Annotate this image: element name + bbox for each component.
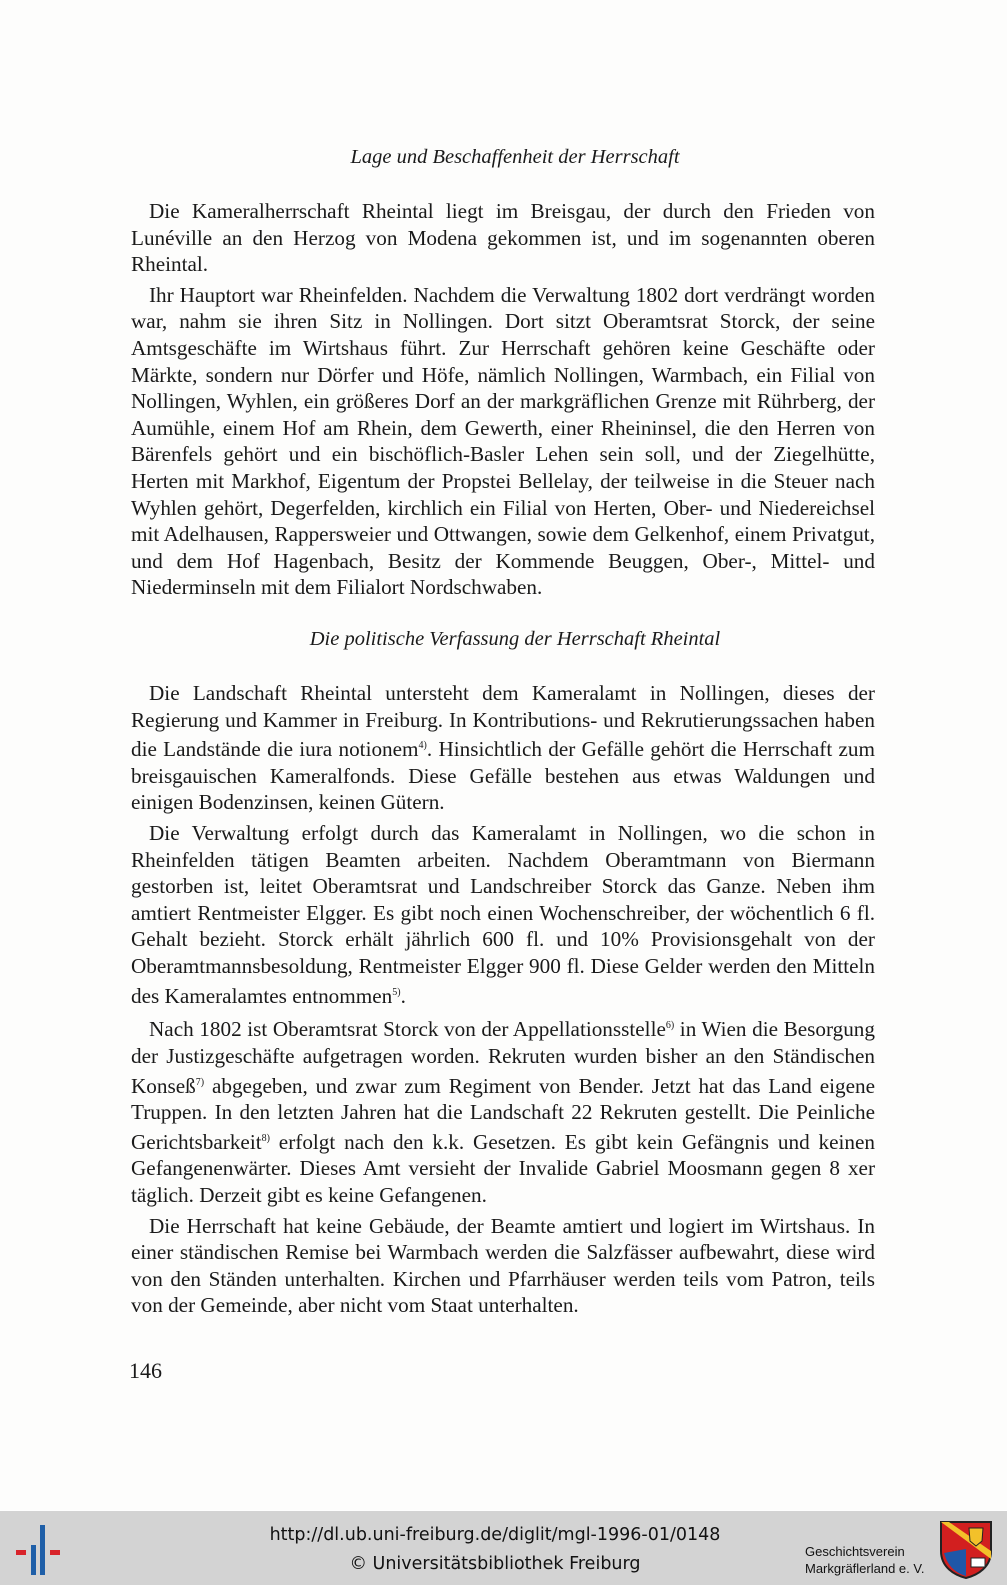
- paragraph: [131, 820, 875, 1009]
- paragraph-text: in Wien die Besorgung der Justizgeschäfte aufgetragen worden. Rekruten wurden bisher an den Ständischen Konseß: [131, 1017, 875, 1098]
- paragraph: Die Kameralherrschaft Rheintal liegt im Breisgau, der durch den Frieden von Lunéville an den Herzog von Modena gekommen ist, und im sogenannten oberen Rheintal.: [131, 199, 875, 277]
- footnote-marker: 6): [665, 1020, 675, 1032]
- copyright-notice: © Universitätsbibliothek Freiburg: [349, 1554, 641, 1574]
- footnote-marker: 5): [392, 986, 401, 998]
- section-location-text: [131, 198, 875, 605]
- paragraph: Ihr Hauptort war Rheinfelden. Nachdem die Verwaltung 1802 dort verdrängt worden war, nahm sie ihren Sitz in Nollingen. Dort sitzt Oberamtsrat Storck, der seine Amtsgeschäfte im Wirtshaus führt. Zur Herrschaft gehören keine Geschäfte oder Märkte, sondern nur Dörfer und Höfe, nämlich Nollingen, Warmbach, ein Filial von Nollingen, Wyhlen, ein größeres Dorf an der markgräflichen Grenze mit Rührberg, der Aumühle, einem Hof am Rhein, dem Gewerth, einer Rheininsel, die den Herren von Bärenfels gehört und ein bischöflich-Basler Lehen sein soll, und der Ziegelhütte, Herten mit Markhof, Eigentum der Propstei Bellelay, der teilweise in die Steuer nach Wyhlen gehört, Degerfelden, kirchlich ein Filial von Herten, Ober- und Niedereichsel mit Adelhausen, Rappersweier und Ottwangen, sowie dem Gelkenhof, einem Privatgut, und dem Hof Hagenbach, Besitz der Kommende Beuggen, Ober-, Mittel- und Niederminseln mit dem Filialort Nordschwaben.: [131, 282, 875, 600]
- paragraph-text: Die Verwaltung erfolgt durch das Kameralamt in Nollingen, wo die schon in Rheinfelden tätigen Beamten arbeiten. Nachdem Oberamtmann von Biermann gestorben ist, leitet Oberamtsrat und Landschreiber Storck das Ganze. Neben ihm amtiert Rentmeister Elgger. Es gibt noch einen Wochenschreiber, der wöchentlich 6 fl. Gehalt bezieht. Storck erhält jährlich 600 fl. und 10% Provisionsgehalt von der Oberamtmannsbesoldung, Rentmeister Elgger 900 fl. Diese Gelder werden den Mitteln des Kameralamtes entnommen: [131, 821, 875, 1008]
- paragraph-text: Die Landschaft Rheintal untersteht dem Kameralamt in Nollingen, dieses der Regierung und Kammer in Freiburg. In Kontributions- und Rekrutierungssachen haben die Landstände die iura notionem: [131, 681, 875, 762]
- society-name: [805, 1543, 924, 1577]
- page-number: 146: [129, 1358, 162, 1383]
- footnote-marker: 7): [195, 1076, 205, 1088]
- paragraph: [131, 1213, 875, 1319]
- society-name-line: Markgräflerland e. V.: [805, 1561, 925, 1576]
- society-name-line: Geschichtsverein: [805, 1544, 905, 1559]
- paragraph: [131, 1013, 875, 1208]
- coat-of-arms-icon[interactable]: [938, 1519, 994, 1579]
- paragraph-text: erfolgt nach den k.k. Gesetzen. Es gibt kein Gefängnis und keinen Gefangenenwärter. Dieses Amt versieht der Invalide Gabriel Moosmann gegen 8 xer täglich. Derzeit gibt es keine Gefangenen.: [131, 1129, 875, 1207]
- section-constitution-text: [131, 680, 875, 1323]
- paragraph-text: abgegeben, und zwar zum Regiment von Bender. Jetzt hat das Land eigene Truppen. In den letzten Jahren hat die Landschaft 22 Rekruten gestellt. Die Peinliche Gerichtsbarkeit: [131, 1073, 875, 1154]
- paragraph-text: Nach 1802 ist Oberamtsrat Storck von der Appellationsstelle: [149, 1017, 666, 1042]
- permalink-url[interactable]: http://dl.ub.uni-freiburg.de/diglit/mgl-1996-01/0148: [269, 1525, 721, 1545]
- section-heading-constitution: Die politische Verfassung der Herrschaft Rheintal: [309, 628, 721, 650]
- paragraph-text: Die Herrschaft hat keine Gebäude, der Beamte amtiert und logiert im Wirtshaus. In einer ständischen Remise bei Warmbach werden die Salzfässer aufbewahrt, diese wird von den Ständen unterhalten. Kirchen und Pfarrhäuser werden teils vom Patron, teils von der Gemeinde, aber nicht vom Staat unterhalten.: [131, 1213, 875, 1318]
- library-footer-bar: [0, 1511, 1007, 1585]
- footnote-marker: 4): [418, 740, 427, 752]
- paragraph: [131, 680, 875, 816]
- paragraph-text: .: [400, 983, 406, 1008]
- paragraph-text: . Hinsichtlich der Gefälle gehört die Herrschaft zum breisgauischen Kameralfonds. Diese Gefälle bestehen aus etwas Waldungen und einigen Bodenzinsen, keinen Gütern.: [131, 737, 875, 815]
- footnote-marker: 8): [261, 1132, 270, 1144]
- section-heading-location: Lage und Beschaffenheit der Herrschaft: [350, 146, 680, 168]
